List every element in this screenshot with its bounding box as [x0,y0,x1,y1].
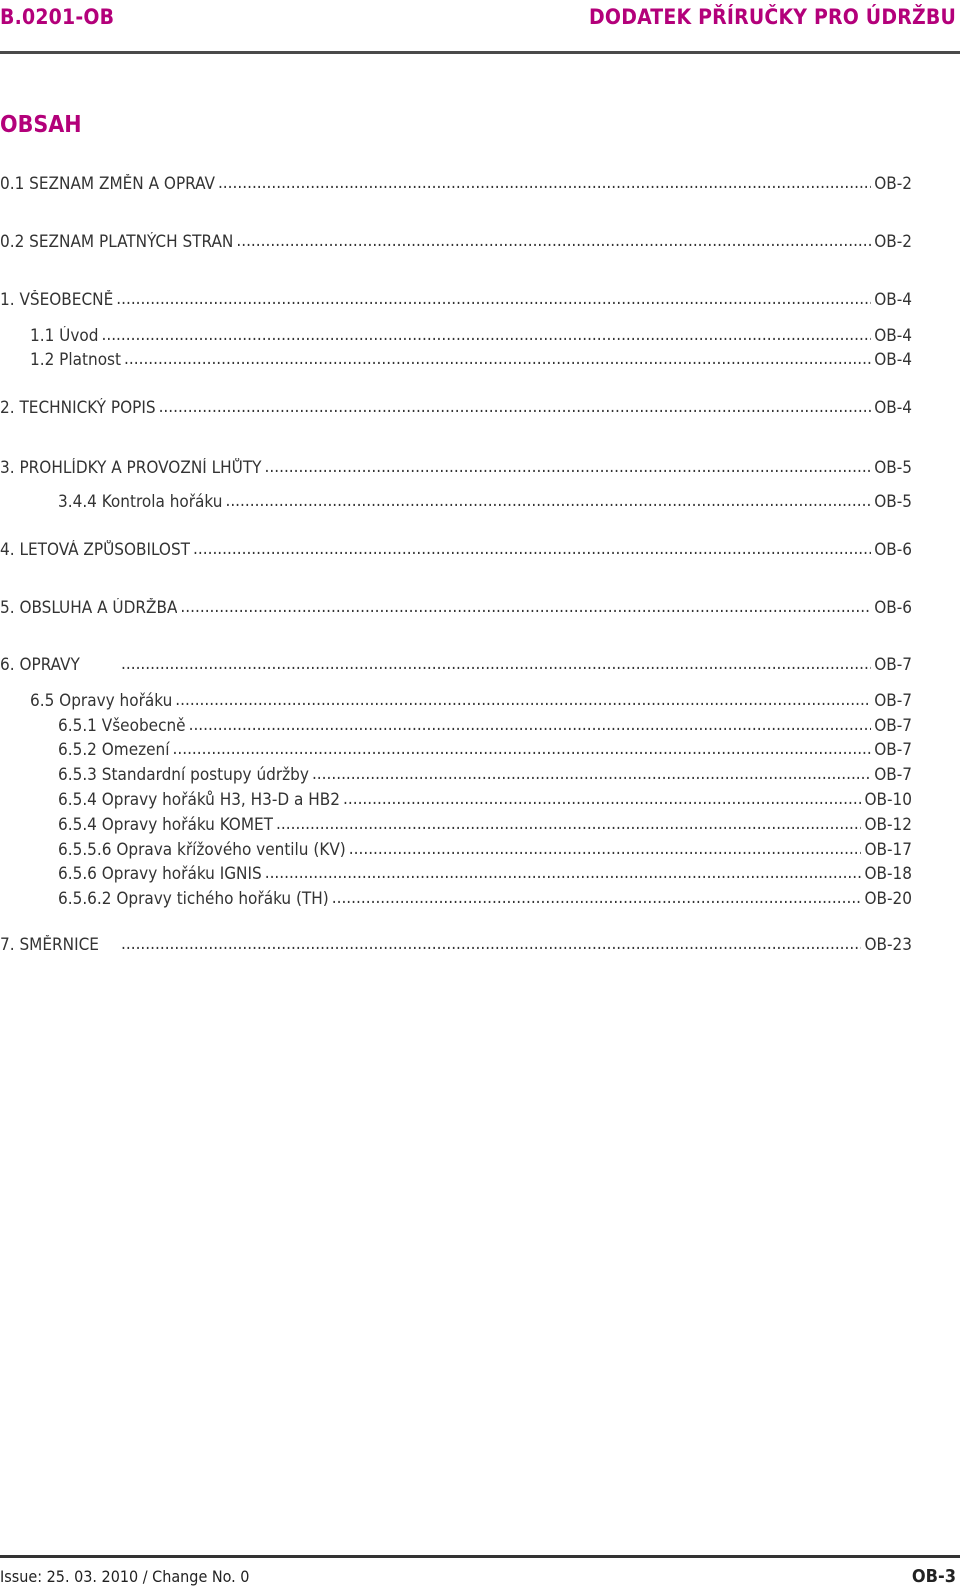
toc-entry[interactable] [0,655,912,679]
toc-entry-page: OB-7 [874,740,912,760]
toc-entry-label: 6.5.1 Všeobecně [58,716,186,736]
document-title: DODATEK PŘÍRUČKY PRO ÚDRŽBU [589,5,956,29]
toc-entry-label: 6.5.6 Opravy hořáku IGNIS [58,864,262,884]
toc-leader-dots [236,231,871,251]
toc-leader-dots [265,457,872,477]
toc-entry[interactable] [58,716,912,740]
toc-entry-page: OB-12 [864,815,912,835]
toc-entry[interactable] [0,935,912,959]
toc-entry-page: OB-6 [874,598,912,618]
toc-entry-label: 6.5 Opravy hořáku [30,691,173,711]
toc-entry-label: 1.2 Platnost [30,350,122,370]
toc-leader-dots [218,173,871,193]
toc-entry[interactable] [58,889,912,913]
toc-heading: OBSAH [0,112,82,138]
toc-entry-label: 6. OPRAVY [0,655,80,675]
toc-entry-label: 6.5.5.6 Oprava křížového ventilu (KV) [58,840,346,860]
toc-entry[interactable] [0,598,912,622]
toc-entry-label: 6.5.2 Omezení [58,740,170,760]
toc-leader-dots [332,888,862,908]
toc-entry[interactable] [58,492,912,516]
toc-entry-label: 3.4.4 Kontrola hořáku [58,492,223,512]
toc-entry[interactable] [0,398,912,422]
toc-leader-dots [159,397,872,417]
toc-entry[interactable] [0,290,912,314]
toc-entry-label: 2. TECHNICKÝ POPIS [0,398,156,418]
toc-entry[interactable] [58,864,912,888]
toc-entry-page: OB-23 [864,935,912,955]
toc-leader-dots [180,597,871,617]
toc-leader-dots [276,814,861,834]
toc-entry-label: 6.5.6.2 Opravy tichého hořáku (TH) [58,889,329,909]
toc-entry-label: 1.1 Úvod [30,326,99,346]
toc-entry-label: 6.5.4 Opravy hořáků H3, H3-D a HB2 [58,790,340,810]
toc-entry[interactable] [30,350,912,374]
toc-entry-page: OB-7 [874,691,912,711]
toc-entry[interactable] [30,326,912,350]
toc-leader-dots [193,539,871,559]
toc-leader-dots [121,654,871,674]
toc-leader-dots [121,934,861,954]
toc-entry[interactable] [58,815,912,839]
toc-entry-label: 6.5.3 Standardní postupy údržby [58,765,309,785]
toc-entry-page: OB-2 [874,174,912,194]
toc-entry[interactable] [30,691,912,715]
toc-leader-dots [312,764,871,784]
page-header [0,0,960,40]
toc-leader-dots [349,839,862,859]
toc-leader-dots [173,739,872,759]
toc-entry[interactable] [0,174,912,198]
toc-entry-page: OB-20 [864,889,912,909]
toc-entry[interactable] [0,232,912,256]
issue-info: Issue: 25. 03. 2010 / Change No. 0 [0,1567,250,1586]
header-divider [0,51,960,54]
toc-leader-dots [101,325,871,345]
toc-entry[interactable] [58,740,912,764]
toc-entry-label: 7. SMĚRNICE [0,935,99,955]
toc-entry-label: 0.2 SEZNAM PLATNÝCH STRAN [0,232,234,252]
toc-entry-page: OB-6 [874,540,912,560]
toc-leader-dots [175,690,871,710]
toc-entry-page: OB-10 [864,790,912,810]
toc-entry[interactable] [58,840,912,864]
page-number: OB-3 [911,1566,956,1587]
toc-entry-label: 4. LETOVÁ ZPŮSOBILOST [0,540,191,560]
footer-divider [0,1555,960,1558]
toc-entry-page: OB-4 [874,326,912,346]
toc-leader-dots [124,349,871,369]
toc-entry-page: OB-5 [874,458,912,478]
toc-leader-dots [116,289,871,309]
toc-entry-label: 0.1 SEZNAM ZMĚN A OPRAV [0,174,215,194]
toc-entry-page: OB-4 [874,290,912,310]
toc-entry[interactable] [58,790,912,814]
toc-entry-page: OB-2 [874,232,912,252]
toc-leader-dots [225,491,871,511]
toc-leader-dots [343,789,861,809]
toc-entry[interactable] [0,540,912,564]
toc-leader-dots [265,863,862,883]
toc-entry-label: 6.5.4 Opravy hořáku KOMET [58,815,274,835]
toc-entry-page: OB-7 [874,655,912,675]
toc-entry-label: 5. OBSLUHA A ÚDRŽBA [0,598,178,618]
toc-entry-page: OB-7 [874,716,912,736]
toc-entry[interactable] [0,458,912,482]
toc-entry[interactable] [58,765,912,789]
toc-entry-page: OB-5 [874,492,912,512]
toc-entry-page: OB-4 [874,398,912,418]
document-code: B.0201-OB [0,5,115,29]
toc-entry-label: 3. PROHLÍDKY A PROVOZNÍ LHŮTY [0,458,262,478]
toc-entry-page: OB-7 [874,765,912,785]
toc-entry-page: OB-18 [864,864,912,884]
toc-entry-page: OB-4 [874,350,912,370]
toc-entry-page: OB-17 [864,840,912,860]
toc-entry-label: 1. VŠEOBECNĚ [0,290,114,310]
toc-leader-dots [189,715,872,735]
